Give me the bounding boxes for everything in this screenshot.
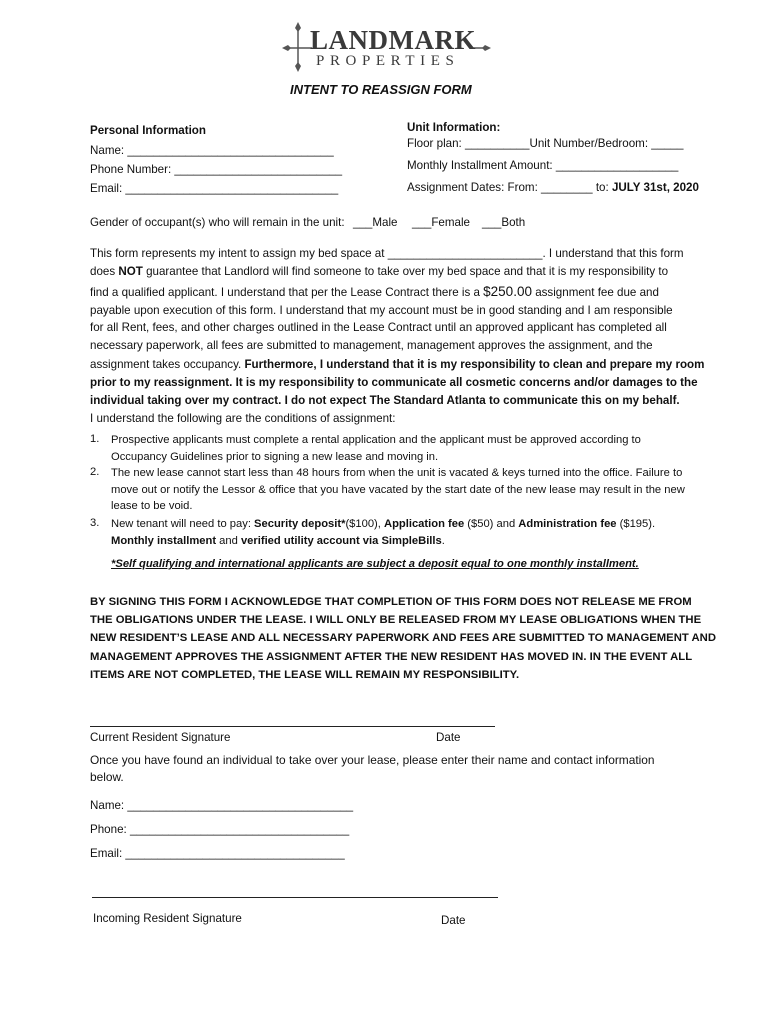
incoming-signature-label: Incoming Resident Signature bbox=[93, 912, 242, 925]
intent-line-4: payable upon execution of this form. I understand that my account must be in good standing and I am responsible bbox=[90, 304, 673, 317]
gender-both-option[interactable]: ___Both bbox=[482, 216, 526, 229]
assignment-dates-label: Assignment Dates: From: ________ to: bbox=[407, 181, 612, 194]
incoming-instructions: Once you have found an individual to take over your lease, please enter their name and contact information below. bbox=[90, 753, 655, 784]
application-fee-label: Application fee bbox=[384, 518, 465, 530]
incoming-signature-line[interactable] bbox=[92, 897, 498, 898]
unit-info-heading: Unit Information: bbox=[407, 121, 501, 134]
assignment-fee-amount: $250.00 bbox=[483, 284, 532, 299]
self-qualifying-note: *Self qualifying and international applicants are subject a deposit equal to one monthly installment. bbox=[111, 558, 639, 570]
intent-line-6: necessary paperwork, all fees are submitted to management, management approves the assignment, and the bbox=[90, 339, 653, 352]
gender-question: Gender of occupant(s) who will remain in the unit: bbox=[90, 216, 345, 229]
assignment-dates-field[interactable] bbox=[407, 181, 699, 194]
condition-text: Prospective applicants must complete a rental application and the applicant must be approved according to Occupancy Guidelines prior to signing a new lease and moving in. bbox=[111, 434, 641, 463]
administration-fee-label: Administration fee bbox=[518, 518, 617, 530]
monthly-installment-label: Monthly installment bbox=[111, 534, 217, 547]
intent-text: guarantee that Landlord will find someone to take over my bed space and that it is my responsibility to bbox=[142, 265, 669, 278]
incoming-signature-date-label: Date bbox=[441, 914, 466, 927]
name-field[interactable]: Name: ________________________________ bbox=[90, 144, 334, 157]
intent-bold-text: Furthermore, I understand that it is my responsibility to clean and prepare my room bbox=[244, 358, 705, 371]
logo-subtitle: PROPERTIES bbox=[316, 53, 460, 69]
current-signature-date-label: Date bbox=[436, 731, 461, 744]
acknowledgement-line: ITEMS ARE NOT COMPLETED, THE LEASE WILL REMAIN MY RESPONSIBILITY. bbox=[90, 669, 520, 681]
condition-text: The new lease cannot start less than 48 hours from when the unit is vacated & keys turned into the office. Failure to move out or notify the Lessor & office that you have vacated by the start date of the new lease may result in the new lease to be void. bbox=[111, 467, 685, 512]
current-signature-label: Current Resident Signature bbox=[90, 731, 231, 744]
incoming-phone-field[interactable]: Phone: __________________________________ bbox=[90, 823, 350, 836]
incoming-email-field[interactable]: Email: __________________________________ bbox=[90, 847, 345, 860]
condition-number: 2. bbox=[90, 466, 100, 478]
intent-line-9: individual taking over my contract. I do not expect The Standard Atlanta to communicate this on my behalf. bbox=[90, 394, 680, 407]
intent-text: does bbox=[90, 265, 119, 278]
intent-text: assignment fee due and bbox=[531, 286, 659, 299]
intent-line-10: I understand the following are the conditions of assignment: bbox=[90, 412, 396, 425]
incoming-name-field[interactable]: Name: ___________________________________ bbox=[90, 799, 354, 812]
email-field[interactable]: Email: _________________________________ bbox=[90, 182, 339, 195]
intent-line-5: for all Rent, fees, and other charges outlined in the Lease Contract until an approved applicant has completed all bbox=[90, 321, 667, 334]
logo-wordmark: LANDMARK bbox=[310, 25, 476, 55]
acknowledgement-line: NEW RESIDENT’S LEASE AND ALL NECESSARY PAPERWORK AND FEES ARE SUBMITTED TO MANAGEMENT AND bbox=[90, 632, 716, 644]
intent-line-1: This form represents my intent to assign my bed space at ________________________. I understand that this form bbox=[90, 247, 684, 260]
gender-female-option[interactable]: ___Female bbox=[412, 216, 471, 229]
intent-text: assignment takes occupancy. bbox=[90, 358, 245, 371]
intent-line-2 bbox=[90, 265, 668, 278]
condition-number: 1. bbox=[90, 433, 100, 445]
intent-not-emphasis: NOT bbox=[118, 265, 143, 278]
phone-field[interactable]: Phone Number: __________________________ bbox=[90, 163, 343, 176]
acknowledgement-line: BY SIGNING THIS FORM I ACKNOWLEDGE THAT COMPLETION OF THIS FORM DOES NOT RELEASE ME FROM bbox=[90, 596, 692, 608]
condition-fragment: New tenant will need to pay: bbox=[111, 518, 255, 530]
condition-text bbox=[111, 516, 691, 549]
floor-plan-field[interactable]: Floor plan: __________Unit Number/Bedroom: _____ bbox=[407, 137, 684, 150]
condition-number: 3. bbox=[90, 517, 100, 529]
intent-line-8: prior to my reassignment. It is my responsibility to communicate all cosmetic concerns and/or damages to the bbox=[90, 376, 698, 389]
condition-fragment: ($195). bbox=[616, 518, 656, 530]
installment-field[interactable]: Monthly Installment Amount: ___________________ bbox=[407, 159, 679, 172]
condition-fragment: . bbox=[441, 534, 445, 547]
condition-fragment: and bbox=[216, 534, 241, 547]
security-deposit-label: Security deposit* bbox=[254, 518, 346, 530]
utility-account-label: verified utility account via SimpleBills bbox=[240, 534, 442, 547]
intent-line-7 bbox=[90, 358, 704, 371]
intent-line-3 bbox=[90, 284, 659, 299]
logo bbox=[282, 22, 492, 72]
form-title: INTENT TO REASSIGN FORM bbox=[290, 82, 472, 97]
acknowledgement-line: MANAGEMENT APPROVES THE ASSIGNMENT AFTER THE NEW RESIDENT HAS MOVED IN. IN THE EVENT ALL bbox=[90, 651, 693, 663]
acknowledgement-line: THE OBLIGATIONS UNDER THE LEASE. I WILL ONLY BE RELEASED FROM MY LEASE OBLIGATIONS WHEN THE bbox=[90, 614, 702, 626]
condition-fragment: ($100), bbox=[345, 518, 384, 530]
current-signature-line[interactable] bbox=[90, 726, 495, 727]
condition-fragment: ($50) and bbox=[464, 518, 519, 530]
assignment-end-date: JULY 31st, 2020 bbox=[611, 181, 699, 194]
gender-male-option[interactable]: ___Male bbox=[353, 216, 398, 229]
intent-text: find a qualified applicant. I understand that per the Lease Contract there is a bbox=[90, 286, 484, 299]
personal-info-heading: Personal Information bbox=[90, 124, 206, 137]
